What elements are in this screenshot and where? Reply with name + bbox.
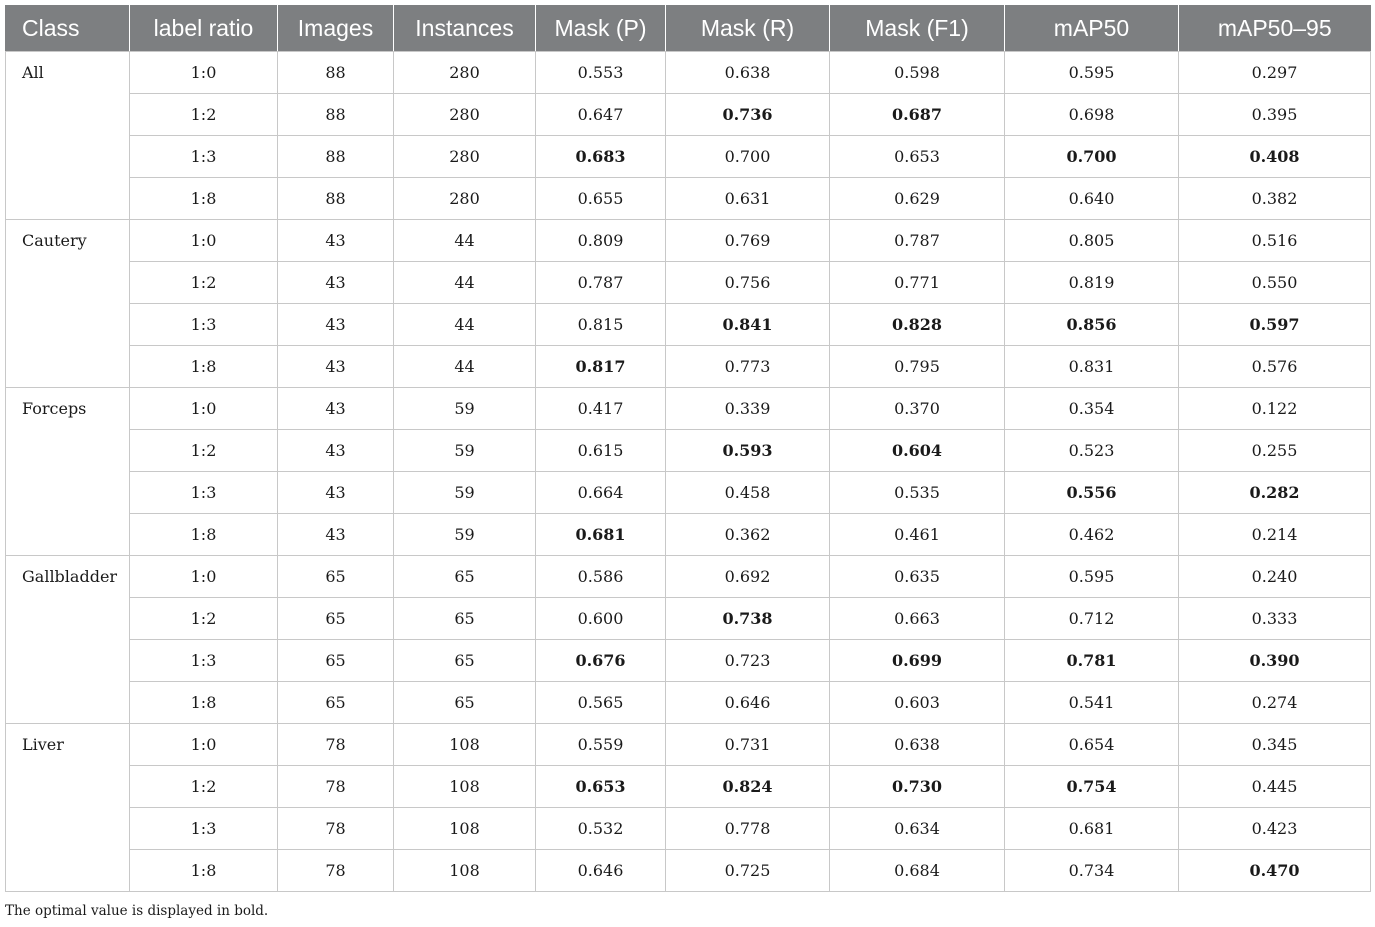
images-cell: 43 [278, 346, 394, 388]
map50-cell: 0.556 [1005, 472, 1179, 514]
images-cell: 43 [278, 472, 394, 514]
mask-p-cell: 0.600 [536, 598, 666, 640]
label-ratio-cell: 1:0 [130, 388, 278, 430]
map50-95-cell: 0.274 [1179, 682, 1371, 724]
images-cell: 43 [278, 430, 394, 472]
images-cell: 43 [278, 388, 394, 430]
instances-cell: 108 [394, 724, 536, 766]
map50-cell: 0.681 [1005, 808, 1179, 850]
mask-r-cell: 0.631 [666, 178, 830, 220]
table-row [6, 178, 1371, 220]
header-instances: Instances [394, 5, 536, 52]
mask-p-cell: 0.653 [536, 766, 666, 808]
map50-cell: 0.698 [1005, 94, 1179, 136]
label-ratio-cell: 1:3 [130, 640, 278, 682]
mask-p-cell: 0.417 [536, 388, 666, 430]
results-table-container [5, 5, 1370, 919]
mask-r-cell: 0.339 [666, 388, 830, 430]
images-cell: 78 [278, 808, 394, 850]
map50-95-cell: 0.576 [1179, 346, 1371, 388]
mask-f1-cell: 0.699 [830, 640, 1005, 682]
mask-p-cell: 0.615 [536, 430, 666, 472]
map50-95-cell: 0.122 [1179, 388, 1371, 430]
header-images: Images [278, 5, 394, 52]
mask-p-cell: 0.559 [536, 724, 666, 766]
map50-95-cell: 0.345 [1179, 724, 1371, 766]
label-ratio-cell: 1:2 [130, 766, 278, 808]
images-cell: 65 [278, 598, 394, 640]
instances-cell: 44 [394, 262, 536, 304]
mask-p-cell: 0.683 [536, 136, 666, 178]
map50-95-cell: 0.382 [1179, 178, 1371, 220]
instances-cell: 65 [394, 598, 536, 640]
mask-r-cell: 0.773 [666, 346, 830, 388]
label-ratio-cell: 1:2 [130, 94, 278, 136]
mask-p-cell: 0.787 [536, 262, 666, 304]
instances-cell: 108 [394, 850, 536, 892]
mask-f1-cell: 0.771 [830, 262, 1005, 304]
table-row [6, 136, 1371, 178]
mask-p-cell: 0.586 [536, 556, 666, 598]
results-table [5, 5, 1371, 892]
instances-cell: 59 [394, 472, 536, 514]
map50-95-cell: 0.516 [1179, 220, 1371, 262]
header-mask-r: Mask (R) [666, 5, 830, 52]
mask-p-cell: 0.676 [536, 640, 666, 682]
instances-cell: 44 [394, 220, 536, 262]
instances-cell: 65 [394, 682, 536, 724]
mask-f1-cell: 0.461 [830, 514, 1005, 556]
label-ratio-cell: 1:2 [130, 598, 278, 640]
mask-f1-cell: 0.370 [830, 388, 1005, 430]
mask-r-cell: 0.646 [666, 682, 830, 724]
map50-cell: 0.781 [1005, 640, 1179, 682]
map50-cell: 0.640 [1005, 178, 1179, 220]
label-ratio-cell: 1:3 [130, 304, 278, 346]
table-row [6, 850, 1371, 892]
instances-cell: 280 [394, 52, 536, 94]
instances-cell: 280 [394, 94, 536, 136]
instances-cell: 108 [394, 808, 536, 850]
mask-f1-cell: 0.635 [830, 556, 1005, 598]
table-row [6, 556, 1371, 598]
table-footnote: The optimal value is displayed in bold. [5, 903, 269, 919]
label-ratio-cell: 1:8 [130, 682, 278, 724]
map50-95-cell: 0.395 [1179, 94, 1371, 136]
table-row [6, 766, 1371, 808]
table-body [6, 52, 1371, 892]
table-row [6, 472, 1371, 514]
images-cell: 65 [278, 682, 394, 724]
images-cell: 43 [278, 262, 394, 304]
mask-f1-cell: 0.535 [830, 472, 1005, 514]
map50-95-cell: 0.240 [1179, 556, 1371, 598]
mask-r-cell: 0.692 [666, 556, 830, 598]
map50-cell: 0.819 [1005, 262, 1179, 304]
mask-f1-cell: 0.787 [830, 220, 1005, 262]
images-cell: 88 [278, 178, 394, 220]
class-cell: All [6, 52, 130, 220]
images-cell: 43 [278, 304, 394, 346]
table-row [6, 94, 1371, 136]
mask-f1-cell: 0.730 [830, 766, 1005, 808]
map50-cell: 0.595 [1005, 556, 1179, 598]
instances-cell: 280 [394, 178, 536, 220]
map50-cell: 0.734 [1005, 850, 1179, 892]
mask-f1-cell: 0.653 [830, 136, 1005, 178]
table-row [6, 598, 1371, 640]
label-ratio-cell: 1:3 [130, 808, 278, 850]
map50-95-cell: 0.333 [1179, 598, 1371, 640]
label-ratio-cell: 1:2 [130, 430, 278, 472]
instances-cell: 65 [394, 640, 536, 682]
map50-95-cell: 0.255 [1179, 430, 1371, 472]
instances-cell: 44 [394, 304, 536, 346]
table-row [6, 262, 1371, 304]
images-cell: 78 [278, 724, 394, 766]
table-row [6, 640, 1371, 682]
mask-r-cell: 0.458 [666, 472, 830, 514]
map50-95-cell: 0.408 [1179, 136, 1371, 178]
table-row [6, 514, 1371, 556]
mask-f1-cell: 0.638 [830, 724, 1005, 766]
class-cell: Cautery [6, 220, 130, 388]
map50-cell: 0.523 [1005, 430, 1179, 472]
map50-cell: 0.354 [1005, 388, 1179, 430]
mask-r-cell: 0.725 [666, 850, 830, 892]
mask-r-cell: 0.700 [666, 136, 830, 178]
instances-cell: 280 [394, 136, 536, 178]
images-cell: 88 [278, 136, 394, 178]
header-map50: mAP50 [1005, 5, 1179, 52]
class-cell: Liver [6, 724, 130, 892]
map50-cell: 0.856 [1005, 304, 1179, 346]
header-class: Class [6, 5, 130, 52]
images-cell: 65 [278, 556, 394, 598]
map50-95-cell: 0.550 [1179, 262, 1371, 304]
mask-r-cell: 0.723 [666, 640, 830, 682]
mask-p-cell: 0.681 [536, 514, 666, 556]
map50-95-cell: 0.282 [1179, 472, 1371, 514]
table-row [6, 808, 1371, 850]
mask-p-cell: 0.817 [536, 346, 666, 388]
map50-95-cell: 0.423 [1179, 808, 1371, 850]
images-cell: 43 [278, 514, 394, 556]
label-ratio-cell: 1:0 [130, 52, 278, 94]
map50-cell: 0.462 [1005, 514, 1179, 556]
mask-r-cell: 0.593 [666, 430, 830, 472]
images-cell: 43 [278, 220, 394, 262]
mask-p-cell: 0.565 [536, 682, 666, 724]
map50-cell: 0.754 [1005, 766, 1179, 808]
mask-r-cell: 0.778 [666, 808, 830, 850]
class-cell: Forceps [6, 388, 130, 556]
instances-cell: 108 [394, 766, 536, 808]
label-ratio-cell: 1:8 [130, 178, 278, 220]
class-cell: Gallbladder [6, 556, 130, 724]
instances-cell: 59 [394, 388, 536, 430]
table-row [6, 346, 1371, 388]
map50-cell: 0.654 [1005, 724, 1179, 766]
label-ratio-cell: 1:3 [130, 472, 278, 514]
mask-r-cell: 0.756 [666, 262, 830, 304]
map50-95-cell: 0.470 [1179, 850, 1371, 892]
mask-p-cell: 0.655 [536, 178, 666, 220]
label-ratio-cell: 1:0 [130, 220, 278, 262]
table-row [6, 220, 1371, 262]
mask-f1-cell: 0.603 [830, 682, 1005, 724]
table-row [6, 724, 1371, 766]
mask-p-cell: 0.553 [536, 52, 666, 94]
mask-p-cell: 0.647 [536, 94, 666, 136]
map50-95-cell: 0.297 [1179, 52, 1371, 94]
images-cell: 78 [278, 766, 394, 808]
header-map50-95: mAP50–95 [1179, 5, 1371, 52]
table-row [6, 52, 1371, 94]
label-ratio-cell: 1:0 [130, 556, 278, 598]
mask-p-cell: 0.646 [536, 850, 666, 892]
mask-p-cell: 0.532 [536, 808, 666, 850]
map50-cell: 0.805 [1005, 220, 1179, 262]
mask-f1-cell: 0.687 [830, 94, 1005, 136]
mask-f1-cell: 0.598 [830, 52, 1005, 94]
images-cell: 78 [278, 850, 394, 892]
mask-r-cell: 0.736 [666, 94, 830, 136]
table-row [6, 304, 1371, 346]
mask-r-cell: 0.824 [666, 766, 830, 808]
mask-f1-cell: 0.828 [830, 304, 1005, 346]
map50-cell: 0.700 [1005, 136, 1179, 178]
map50-cell: 0.712 [1005, 598, 1179, 640]
mask-r-cell: 0.738 [666, 598, 830, 640]
label-ratio-cell: 1:8 [130, 514, 278, 556]
map50-95-cell: 0.445 [1179, 766, 1371, 808]
instances-cell: 65 [394, 556, 536, 598]
mask-r-cell: 0.731 [666, 724, 830, 766]
map50-cell: 0.595 [1005, 52, 1179, 94]
mask-p-cell: 0.809 [536, 220, 666, 262]
mask-f1-cell: 0.629 [830, 178, 1005, 220]
table-row [6, 388, 1371, 430]
mask-f1-cell: 0.604 [830, 430, 1005, 472]
header-mask-p: Mask (P) [536, 5, 666, 52]
label-ratio-cell: 1:8 [130, 850, 278, 892]
images-cell: 65 [278, 640, 394, 682]
label-ratio-cell: 1:0 [130, 724, 278, 766]
mask-f1-cell: 0.634 [830, 808, 1005, 850]
label-ratio-cell: 1:3 [130, 136, 278, 178]
instances-cell: 44 [394, 346, 536, 388]
mask-f1-cell: 0.684 [830, 850, 1005, 892]
mask-r-cell: 0.769 [666, 220, 830, 262]
images-cell: 88 [278, 52, 394, 94]
images-cell: 88 [278, 94, 394, 136]
mask-r-cell: 0.362 [666, 514, 830, 556]
map50-cell: 0.831 [1005, 346, 1179, 388]
mask-p-cell: 0.664 [536, 472, 666, 514]
header-label-ratio: label ratio [130, 5, 278, 52]
instances-cell: 59 [394, 514, 536, 556]
map50-95-cell: 0.597 [1179, 304, 1371, 346]
mask-r-cell: 0.638 [666, 52, 830, 94]
label-ratio-cell: 1:2 [130, 262, 278, 304]
table-row [6, 682, 1371, 724]
mask-f1-cell: 0.663 [830, 598, 1005, 640]
mask-p-cell: 0.815 [536, 304, 666, 346]
table-row [6, 430, 1371, 472]
header-row [6, 5, 1371, 52]
map50-95-cell: 0.214 [1179, 514, 1371, 556]
header-mask-f1: Mask (F1) [830, 5, 1005, 52]
map50-cell: 0.541 [1005, 682, 1179, 724]
mask-r-cell: 0.841 [666, 304, 830, 346]
instances-cell: 59 [394, 430, 536, 472]
label-ratio-cell: 1:8 [130, 346, 278, 388]
mask-f1-cell: 0.795 [830, 346, 1005, 388]
map50-95-cell: 0.390 [1179, 640, 1371, 682]
